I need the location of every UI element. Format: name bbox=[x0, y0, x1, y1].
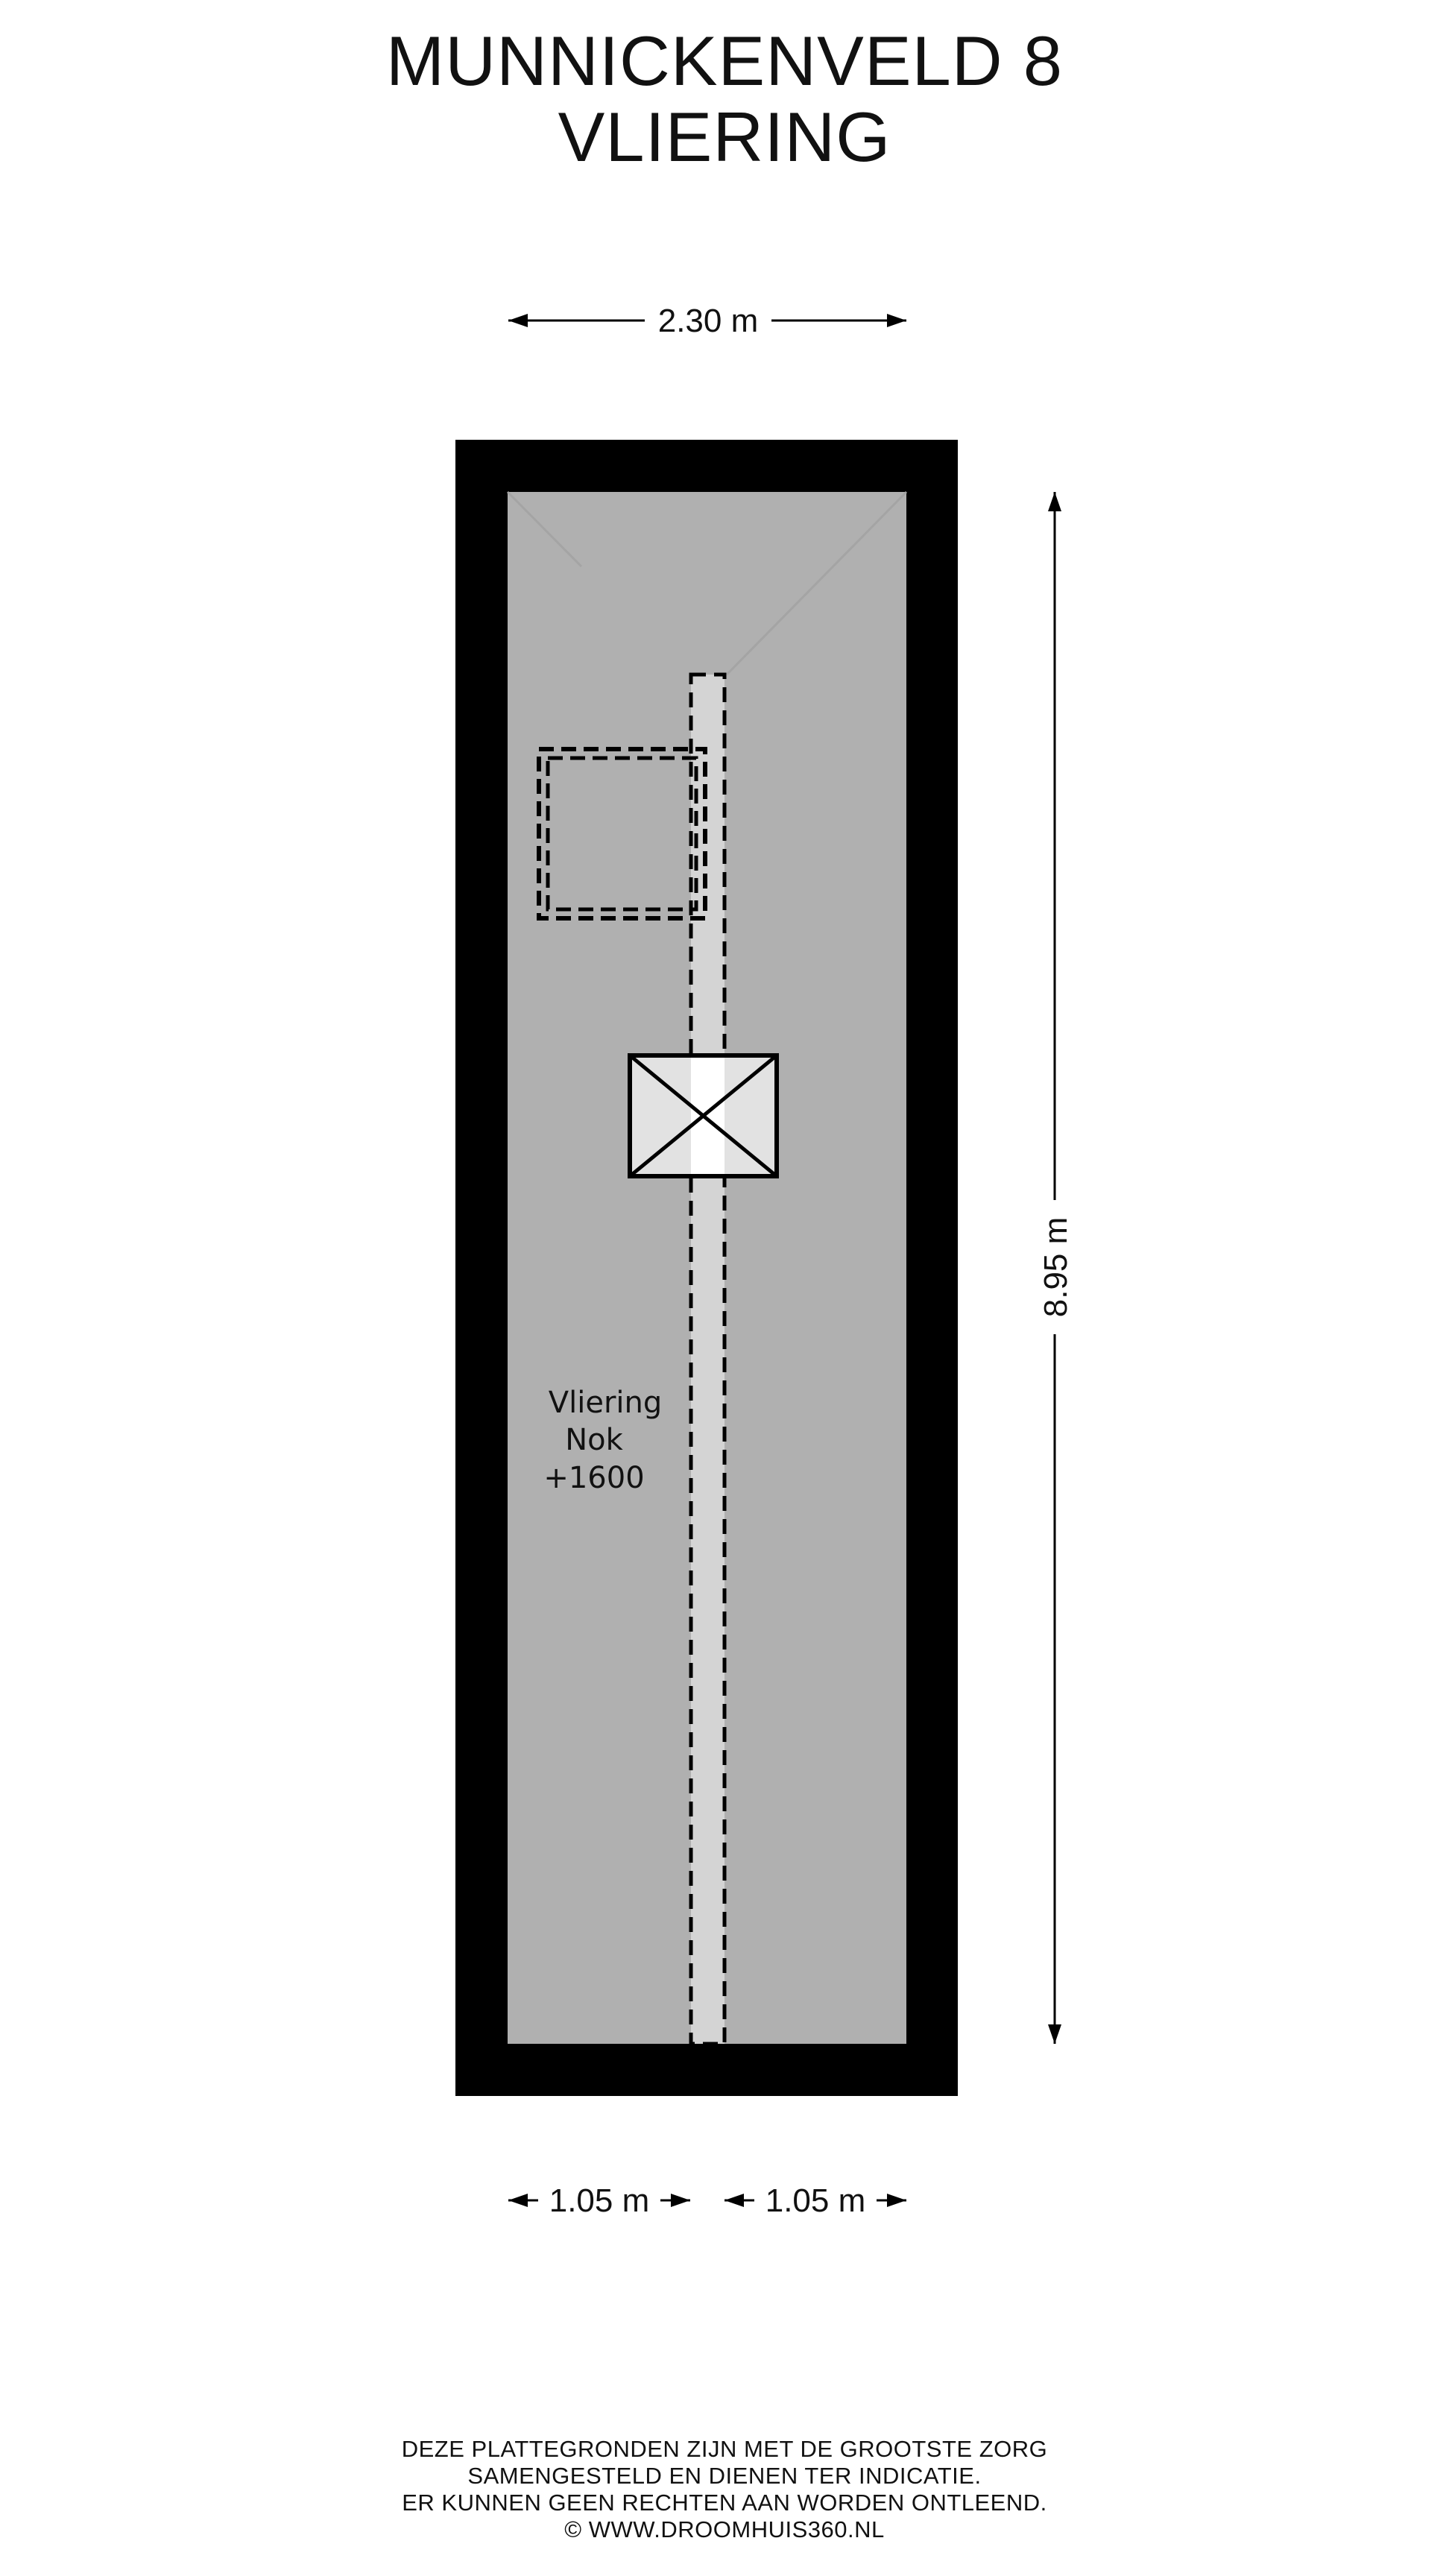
arrow-right-icon bbox=[671, 2194, 690, 2207]
bottom-right-dimension bbox=[724, 2182, 906, 2219]
room-name-label: Vliering bbox=[548, 1386, 663, 1420]
bottom-right-dimension-label: 1.05 m bbox=[765, 2182, 866, 2219]
height-dimension bbox=[1038, 492, 1074, 2044]
arrow-right-icon bbox=[887, 2194, 906, 2207]
ridge-height-label: +1600 bbox=[543, 1461, 645, 1495]
arrow-right-icon bbox=[887, 314, 906, 327]
address-title: MUNNICKENVELD 8 bbox=[385, 22, 1064, 100]
disclaimer-line-4: © WWW.DROOMHUIS360.NL bbox=[564, 2516, 885, 2542]
disclaimer-line-3: ER KUNNEN GEEN RECHTEN AAN WORDEN ONTLEEND. bbox=[402, 2490, 1047, 2516]
ridge-label: Nok bbox=[565, 1423, 623, 1457]
arrow-left-icon bbox=[724, 2194, 744, 2207]
height-dimension-label: 8.95 m bbox=[1038, 1216, 1074, 1318]
disclaimer bbox=[0, 2436, 1449, 2543]
bottom-left-dimension bbox=[508, 2182, 690, 2219]
arrow-down-icon bbox=[1048, 2024, 1061, 2044]
arrow-left-icon bbox=[508, 2194, 528, 2207]
skylight bbox=[630, 1055, 777, 1176]
width-dimension-label: 2.30 m bbox=[657, 303, 759, 339]
arrow-left-icon bbox=[508, 314, 528, 327]
arrow-up-icon bbox=[1048, 492, 1061, 511]
floor-title: VLIERING bbox=[558, 98, 891, 176]
disclaimer-line-2: SAMENGESTELD EN DIENEN TER INDICATIE. bbox=[467, 2463, 982, 2489]
width-dimension bbox=[508, 303, 906, 339]
disclaimer-line-1: DEZE PLATTEGRONDEN ZIJN MET DE GROOTSTE ZORG bbox=[401, 2436, 1048, 2462]
bottom-left-dimension-label: 1.05 m bbox=[549, 2182, 650, 2219]
